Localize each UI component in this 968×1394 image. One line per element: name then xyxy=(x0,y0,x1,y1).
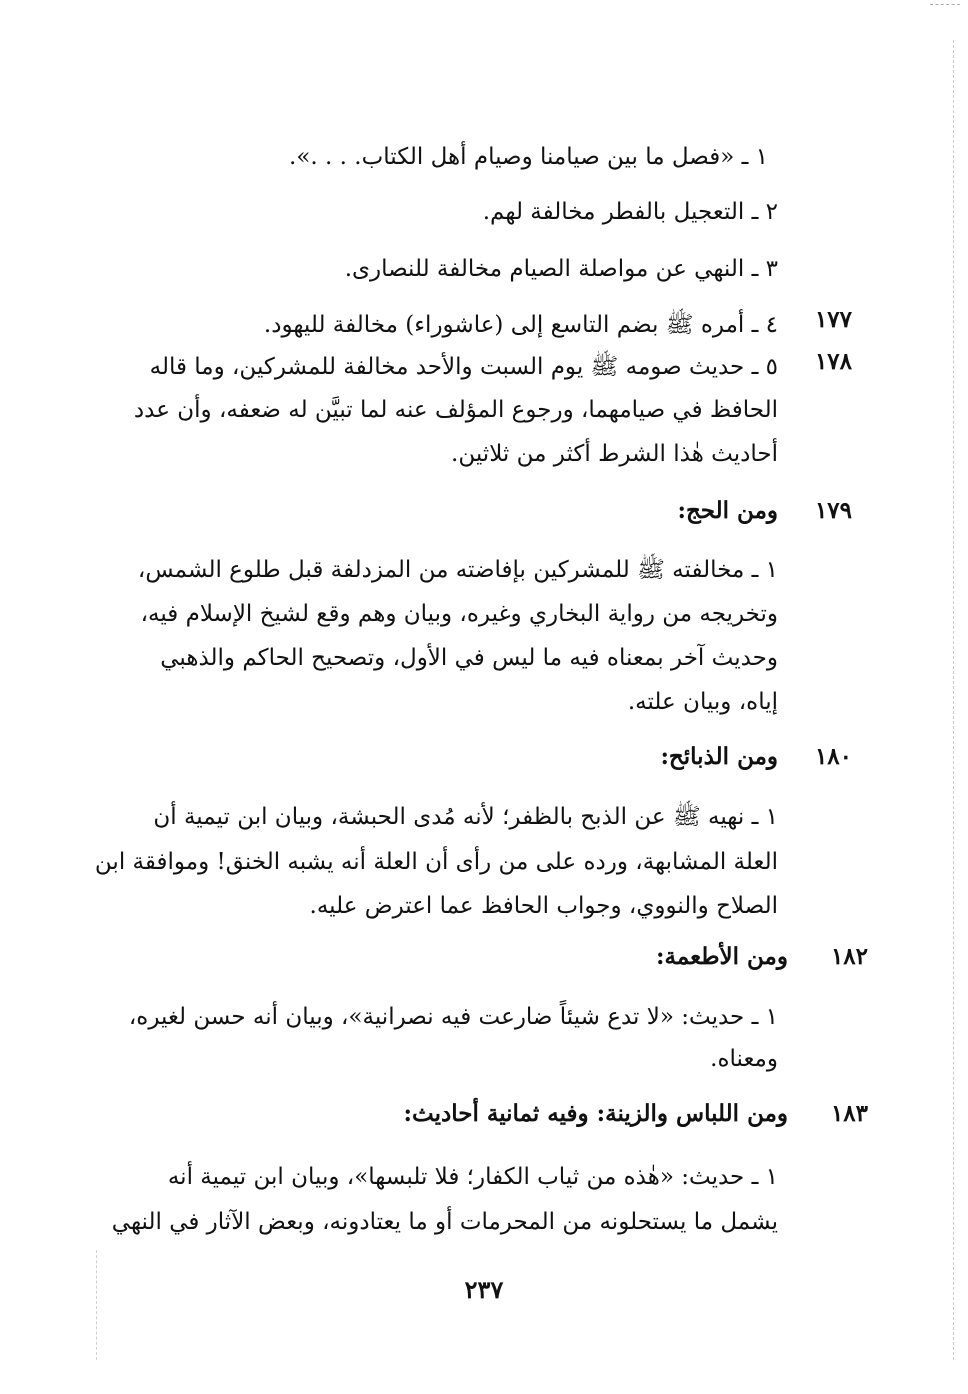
index-entry-line: إياه، وبيان علته. xyxy=(627,689,778,715)
page-reference-number: ١٧٨ xyxy=(814,348,852,375)
index-entry-line: ١ ـ حديث: «هٰذه من ثياب الكفار؛ فلا تلبسها»، وبيان ابن تيمية أنه xyxy=(167,1164,778,1190)
index-entry-line: الصلاح والنووي، وجواب الحافظ عما اعترض عليه. xyxy=(309,893,778,919)
index-entry-line: ٤ ـ أمره ﷺ بضم التاسع إلى (عاشوراء) مخالفة لليهود. xyxy=(263,312,778,338)
page-reference-number: ١٨٣ xyxy=(830,1100,868,1127)
index-entry-line: ٣ ـ النهي عن مواصلة الصيام مخالفة للنصارى. xyxy=(344,256,778,282)
index-entry-line: ١ ـ حديث: «لا تدع شيئاً ضارعت فيه نصرانية»، وبيان أنه حسن لغيره، xyxy=(128,1004,778,1030)
index-entry-line: ٥ ـ حديث صومه ﷺ يوم السبت والأحد مخالفة للمشركين، وما قاله xyxy=(149,354,778,380)
index-entry-line: الحافظ في صيامهما، ورجوع المؤلف عنه لما تبيَّن له ضعفه، وأن عدد xyxy=(133,397,778,423)
section-heading: ومن الذبائح: xyxy=(660,743,778,770)
index-entry-line: وحديث آخر بمعناه فيه ما ليس في الأول، وتصحيح الحاكم والذهبي xyxy=(160,645,778,671)
index-entry-line: العلة المشابهة، ورده على من رأى أن العلة أنه يشبه الخنق! وموافقة ابن xyxy=(94,849,778,875)
page-number: ٢٣٧ xyxy=(464,1275,504,1304)
index-entry-line: ومعناه. xyxy=(710,1046,778,1072)
page-reference-number: ١٨٠ xyxy=(814,743,852,770)
section-heading: ومن الحج: xyxy=(677,497,778,524)
scan-edge-left xyxy=(96,1250,97,1360)
page-reference-number: ١٧٩ xyxy=(814,497,852,524)
scan-corner-mark xyxy=(930,4,960,5)
page-reference-number: ١٧٧ xyxy=(814,306,852,333)
index-entry-line: وتخريجه من رواية البخاري وغيره، وبيان وهم وقع لشيخ الإسلام فيه، xyxy=(140,601,778,627)
index-entry-line: ١ ـ مخالفته ﷺ للمشركين بإفاضته من المزدلفة قبل طلوع الشمس، xyxy=(137,557,778,583)
index-entry-line: ٢ ـ التعجيل بالفطر مخالفة لهم. xyxy=(482,199,778,225)
section-heading: ومن الأطعمة: xyxy=(656,943,788,970)
index-entry-line: يشمل ما يستحلونه من المحرمات أو ما يعتادونه، وبعض الآثار في النهي xyxy=(111,1209,778,1235)
page-reference-number: ١٨٢ xyxy=(830,943,868,970)
section-heading: ومن اللباس والزينة: وفيه ثمانية أحاديث: xyxy=(403,1100,788,1127)
scan-edge-right xyxy=(953,40,954,1360)
index-entry-line: ١ ـ «فصل ما بين صيامنا وصيام أهل الكتاب. . . .». xyxy=(289,144,768,170)
index-entry-line: أحاديث هٰذا الشرط أكثر من ثلاثين. xyxy=(451,441,778,467)
index-entry-line: ١ ـ نهيه ﷺ عن الذبح بالظفر؛ لأنه مُدى الحبشة، وبيان ابن تيمية أن xyxy=(153,804,778,830)
